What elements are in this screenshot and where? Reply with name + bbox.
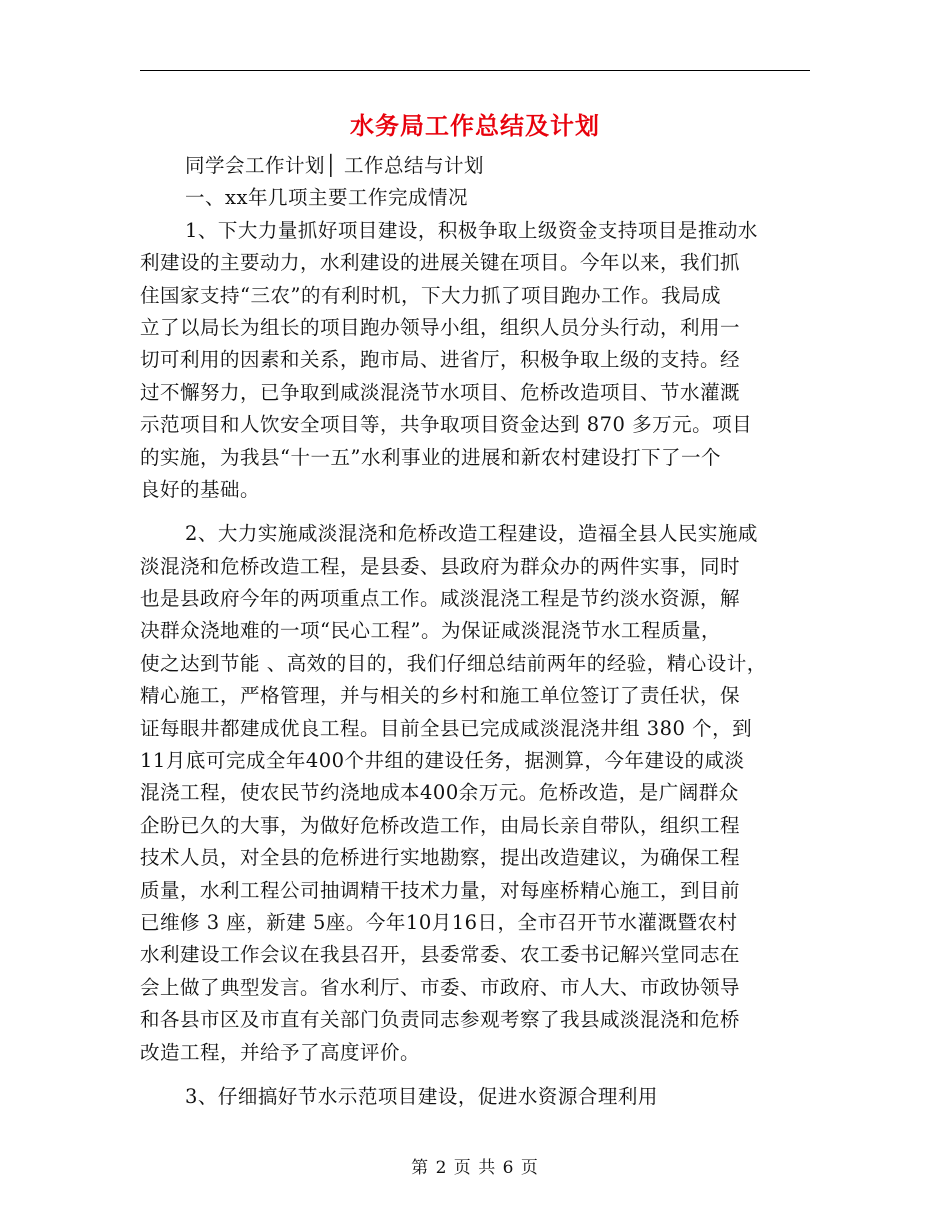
- paragraph-line: 决群众浇地难的一项“民心工程”。为保证咸淡混浇节水工程质量，: [140, 619, 721, 643]
- document-title: 水务局工作总结及计划: [350, 111, 600, 140]
- paragraph-line: 企盼已久的大事，为做好危桥改造工作，由局长亲自带队，组织工程: [140, 813, 741, 837]
- paragraph-line: 切可利用的因素和关系，跑市局、进省厅，积极争取上级的支持。经: [140, 348, 741, 372]
- paragraph-line: 已维修 3 座，新建 5座。今年10月16日，全市召开节水灌溉暨农村: [140, 910, 738, 934]
- paragraph-line: 精心施工，严格管理，并与相关的乡村和施工单位签订了责任状，保: [140, 684, 741, 708]
- paragraph-line: 水利建设工作会议在我县召开，县委常委、农工委书记解兴堂同志在: [140, 943, 741, 967]
- paragraph-line: 的实施，为我县“十一五”水利事业的进展和新农村建设打下了一个: [140, 445, 721, 469]
- paragraph-line: 住国家支持“三农”的有利时机，下大力抓了项目跑办工作。我局成: [140, 283, 721, 307]
- paragraph-line: 也是县政府今年的两项重点工作。咸淡混浇工程是节约淡水资源，解: [140, 587, 741, 611]
- page-number-footer: 第 2 页 共 6 页: [411, 1158, 539, 1178]
- paragraph-line: 和各县市区及市直有关部门负责同志参观考察了我县咸淡混浇和危桥: [140, 1008, 741, 1032]
- paragraph-2: [140, 518, 816, 1069]
- paragraph-spacing: [140, 1069, 816, 1081]
- paragraph-line: 混浇工程，使农民节约浇地成本400余万元。危桥改造，是广阔群众: [140, 781, 739, 805]
- paragraph-line: 使之达到节能 、高效的目的，我们仔细总结前两年的经验，精心设计，: [140, 651, 767, 675]
- paragraph-line: 会上做了典型发言。省水利厅、市委、市政府、市人大、市政协领导: [140, 975, 741, 999]
- paragraph-line: 证每眼井都建成优良工程。目前全县已完成咸淡混浇井组 380 个，到: [140, 716, 753, 740]
- paragraph-line: 3、仔细搞好节水示范项目建设，促进水资源合理利用: [185, 1084, 658, 1108]
- section-heading: 一、xx年几项主要工作完成情况: [185, 186, 468, 210]
- document-body: [140, 150, 816, 1113]
- paragraph-line: 11月底可完成全年400个井组的建设任务，据测算，今年建设的咸淡: [140, 749, 745, 773]
- paragraph-line: 技术人员，对全县的危桥进行实地勘察，提出改造建议，为确保工程: [140, 846, 741, 870]
- category-line: 同学会工作计划│ 工作总结与计划: [185, 154, 484, 177]
- paragraph-line: 质量，水利工程公司抽调精干技术力量，对每座桥精心施工，到目前: [140, 878, 741, 902]
- paragraph-3: [140, 1081, 816, 1113]
- paragraph-line: 过不懈努力，已争取到咸淡混浇节水项目、危桥改造项目、节水灌溉: [140, 380, 741, 404]
- paragraph-line: 2、大力实施咸淡混浇和危桥改造工程建设，造福全县人民实施咸: [185, 522, 758, 546]
- paragraph-line: 利建设的主要动力，水利建设的进展关键在项目。今年以来，我们抓: [140, 251, 741, 275]
- paragraph-line: 立了以局长为组长的项目跑办领导小组，组织人员分头行动，利用一: [140, 315, 741, 339]
- header-rule: [140, 70, 810, 71]
- paragraph-line: 淡混浇和危桥改造工程，是县委、县政府为群众办的两件实事，同时: [140, 554, 741, 578]
- paragraph-1: [140, 215, 816, 507]
- paragraph-line: 示范项目和人饮安全项目等，共争取项目资金达到 870 多万元。项目: [140, 413, 753, 437]
- paragraph-line: 良好的基础。: [140, 477, 261, 501]
- paragraph-line: 改造工程，并给予了高度评价。: [140, 1040, 421, 1064]
- paragraph-line: 1、下大力量抓好项目建设，积极争取上级资金支持项目是推动水: [185, 218, 758, 242]
- paragraph-spacing: [140, 506, 816, 518]
